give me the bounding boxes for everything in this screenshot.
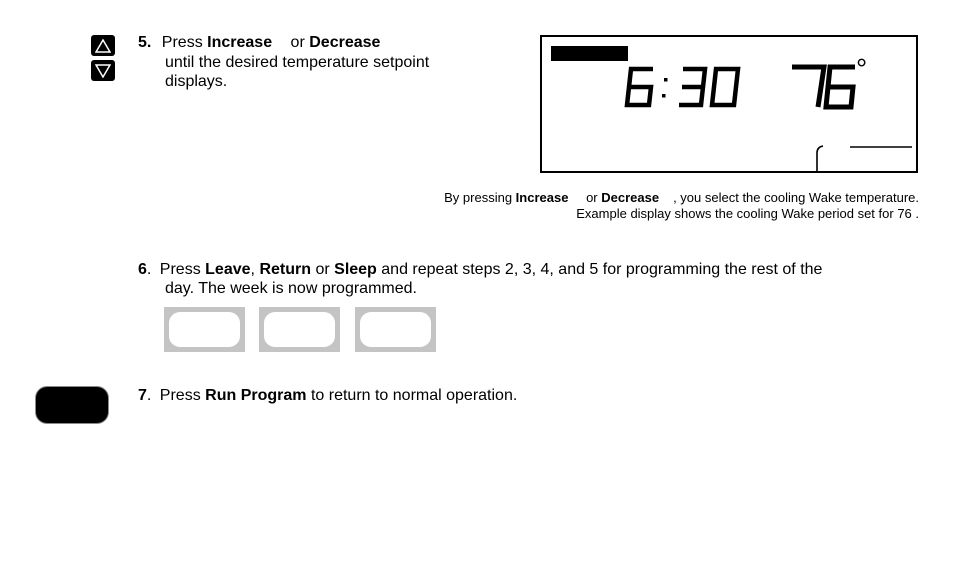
step-5-or: or — [290, 34, 305, 51]
step-7-number: 7 — [138, 387, 147, 404]
step-6-comma: , — [250, 261, 255, 278]
caption-or: or — [586, 190, 598, 205]
display-temperature-digits — [788, 53, 888, 117]
step-7-rest: to return to normal operation. — [310, 387, 518, 404]
leave-label: Leave — [205, 261, 251, 278]
leave-button-face — [169, 312, 240, 347]
caption-increase: Increase — [515, 190, 569, 205]
step-7-line: 7. Press Run Program to return to normal operation. — [138, 387, 518, 404]
sleep-button-face — [360, 312, 431, 347]
sleep-label: Sleep — [334, 261, 377, 278]
decrease-key[interactable] — [91, 60, 115, 81]
return-button[interactable] — [259, 307, 340, 352]
return-label: Return — [259, 261, 311, 278]
caption-suffix: , you select the cooling Wake temperature. — [673, 190, 919, 205]
display-temperature: 76 — [788, 57, 790, 58]
display-segment-marks — [810, 143, 920, 173]
step-6-press: Press — [159, 261, 201, 278]
increase-label: Increase — [207, 34, 273, 51]
step-5-line-2: until the desired temperature setpoint — [165, 54, 430, 71]
step-7-press: Press — [159, 387, 201, 404]
run-program-button[interactable] — [36, 387, 108, 423]
step-6-line-1: 6. Press Leave, Return or Sleep and repeat steps 2, 3, 4, and 5 for programming the rest of the — [138, 261, 823, 278]
down-arrow-icon — [95, 64, 111, 78]
decrease-label: Decrease — [309, 34, 381, 51]
return-button-face — [264, 312, 335, 347]
step-5-press: Press — [161, 34, 203, 51]
increase-key[interactable] — [91, 35, 115, 56]
leave-button[interactable] — [164, 307, 245, 352]
step-5-line-3: displays. — [165, 73, 228, 90]
display-time: 6:30 — [622, 57, 624, 58]
step-5-line-1 — [138, 33, 380, 53]
degree-symbol: ° — [856, 53, 868, 84]
caption-line-2: Example display shows the cooling Wake period set for 76 . — [576, 206, 919, 221]
caption-decrease: Decrease — [601, 190, 660, 205]
run-program-label: Run Program — [205, 387, 307, 404]
caption-line-1 — [444, 190, 919, 206]
step-6-number: 6 — [138, 261, 147, 278]
sleep-button[interactable] — [355, 307, 436, 352]
display-indicator-bar — [551, 46, 628, 61]
step-6-or: or — [315, 261, 330, 278]
step-6-rest: and repeat steps 2, 3, 4, and 5 for programming the rest of the — [381, 261, 823, 278]
display-time-digits — [622, 57, 762, 117]
step-5-number: 5. — [138, 34, 152, 51]
up-arrow-icon — [95, 39, 111, 53]
step-6-line-2: day. The week is now programmed. — [165, 280, 417, 297]
caption-prefix: By pressing — [444, 190, 513, 205]
thermostat-display — [540, 35, 918, 173]
